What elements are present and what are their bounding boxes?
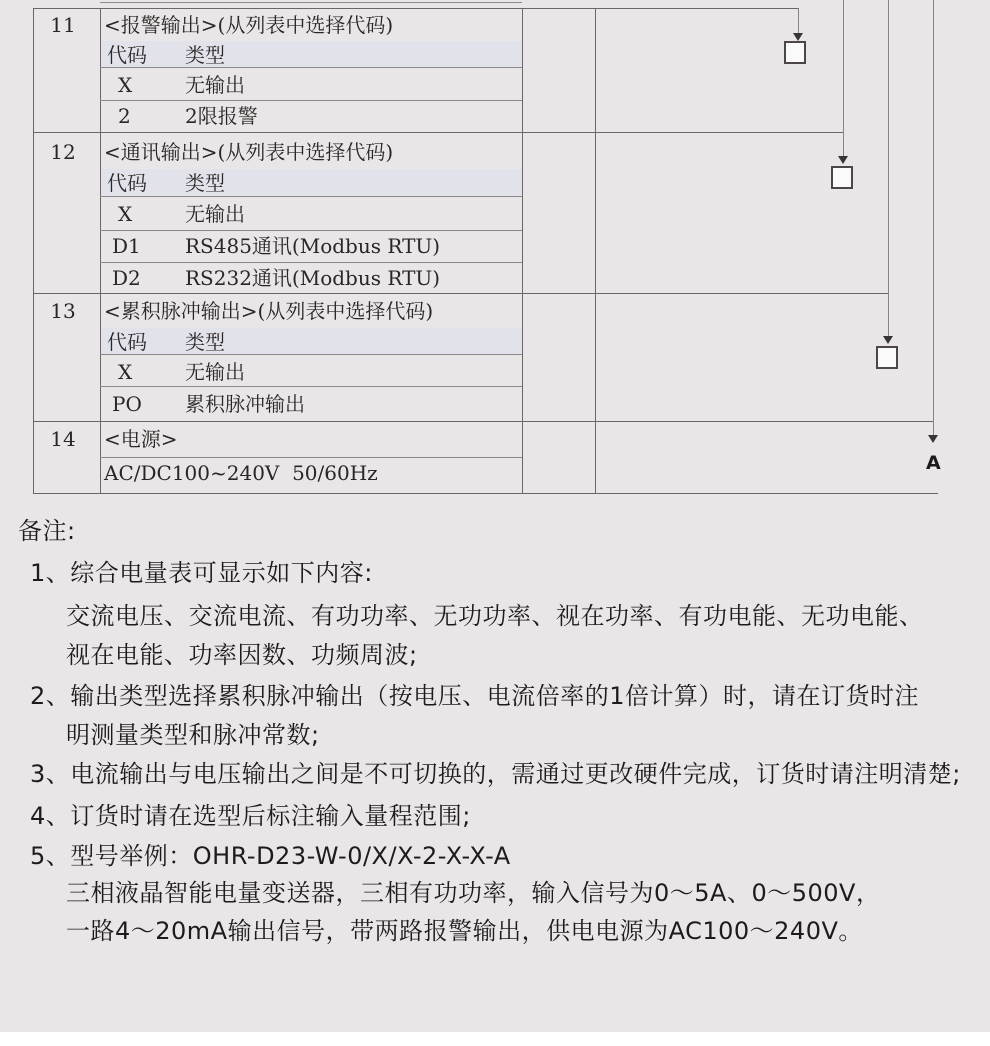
row12-opt1-type: 无输出: [185, 202, 245, 226]
row11-header: <报警输出>(从列表中选择代码): [104, 13, 394, 37]
row11-opt1-code: X: [118, 73, 133, 97]
row13-opt1-type: 无输出: [185, 360, 245, 384]
note5-line2: 三相液晶智能电量变送器，三相有功功率，输入信号为0～5A、0～500V，: [66, 879, 881, 907]
row13-code-box: [876, 346, 898, 369]
note1-line1: 1、综合电量表可显示如下内容:: [30, 559, 373, 587]
row12-bottom-border: [33, 293, 889, 294]
note1-line2: 交流电压、交流电流、有功功率、无功功率、视在功率、有功电能、无功电能、: [66, 602, 924, 630]
row12-header: <通讯输出>(从列表中选择代码): [104, 140, 394, 164]
row11-code-col-label: 代码: [107, 43, 147, 67]
row13-opt2-type: 累积脉冲输出: [185, 392, 305, 416]
row12-code-col-label: 代码: [107, 171, 147, 195]
row13-type-col-label: 类型: [185, 330, 225, 354]
row11-top-border: [33, 8, 799, 9]
row12-opt2-type: RS485通讯(Modbus RTU): [185, 234, 441, 258]
row11-opt2-code: 2: [118, 104, 131, 128]
row13-subline-1: [100, 354, 522, 355]
row11-opt1-type: 无输出: [185, 73, 245, 97]
note2-line1: 2、输出类型选择累积脉冲输出（按电压、电流倍率的1倍计算）时，请在订货时注: [30, 682, 920, 710]
code-header-band-row12: [101, 169, 522, 196]
row11-opt2-type: 2限报警: [185, 104, 258, 128]
row13-subline-2: [100, 386, 522, 387]
row14-power-spec: AC/DC100~240V 50/60Hz: [104, 461, 378, 485]
row13-arrow-icon: [883, 336, 893, 344]
row14-subline-1: [100, 457, 522, 458]
row12-subline-2: [100, 230, 522, 231]
note1-line3: 视在电能、功率因数、功频周波;: [66, 641, 418, 669]
code-header-band-row11: [101, 41, 522, 67]
row13-opt2-code: PO: [112, 392, 142, 416]
row11-subline-1: [100, 67, 522, 68]
row11-number: 11: [50, 13, 76, 37]
row12-arrow-icon: [838, 156, 848, 164]
row12-opt3-type: RS232通讯(Modbus RTU): [185, 266, 441, 290]
notes-heading: 备注:: [18, 517, 76, 545]
table-bottom-border: [33, 493, 938, 494]
row11-subline-2: [100, 100, 522, 101]
row12-opt3-code: D2: [112, 266, 141, 290]
note3-line1: 3、电流输出与电压输出之间是不可切换的，需通过更改硬件完成，订货时请注明清楚;: [30, 760, 961, 788]
row12-opt1-code: X: [118, 202, 133, 226]
row12-code-box: [831, 166, 853, 189]
row13-bottom-border: [33, 421, 934, 422]
row12-subline-3: [100, 262, 522, 263]
row12-subline-1: [100, 196, 522, 197]
row11-connector-line: [798, 8, 799, 34]
row12-opt2-code: D1: [112, 234, 141, 258]
row12-type-col-label: 类型: [185, 171, 225, 195]
row11-arrow-icon: [793, 33, 803, 41]
row11-code-box: [784, 41, 806, 64]
row13-header: <累积脉冲输出>(从列表中选择代码): [104, 299, 434, 323]
row12-number: 12: [50, 140, 76, 164]
row13-code-col-label: 代码: [107, 330, 147, 354]
power-code-label: A: [926, 452, 941, 474]
row13-number: 13: [50, 299, 76, 323]
note5-line1: 5、型号举例：OHR-D23-W-0/X/X-2-X-X-A: [30, 842, 511, 870]
row10-subline: [100, 2, 522, 3]
note2-line2: 明测量类型和脉冲常数;: [66, 721, 320, 749]
row14-connector-line: [933, 0, 934, 436]
code-header-band-row13: [101, 328, 522, 354]
row14-number: 14: [50, 427, 76, 451]
note4-line1: 4、订货时请在选型后标注输入量程范围;: [30, 802, 471, 830]
row13-connector-line: [888, 0, 889, 337]
page-bottom-margin: [0, 1032, 990, 1046]
row11-bottom-border: [33, 132, 844, 133]
row14-arrow-icon: [928, 435, 938, 443]
row11-type-col-label: 类型: [185, 43, 225, 67]
row13-opt1-code: X: [118, 360, 133, 384]
row14-header: <电源>: [104, 427, 178, 451]
row12-connector-line: [843, 0, 844, 157]
note5-line3: 一路4～20mA输出信号，带两路报警输出，供电电源为AC100～240V。: [66, 917, 863, 945]
